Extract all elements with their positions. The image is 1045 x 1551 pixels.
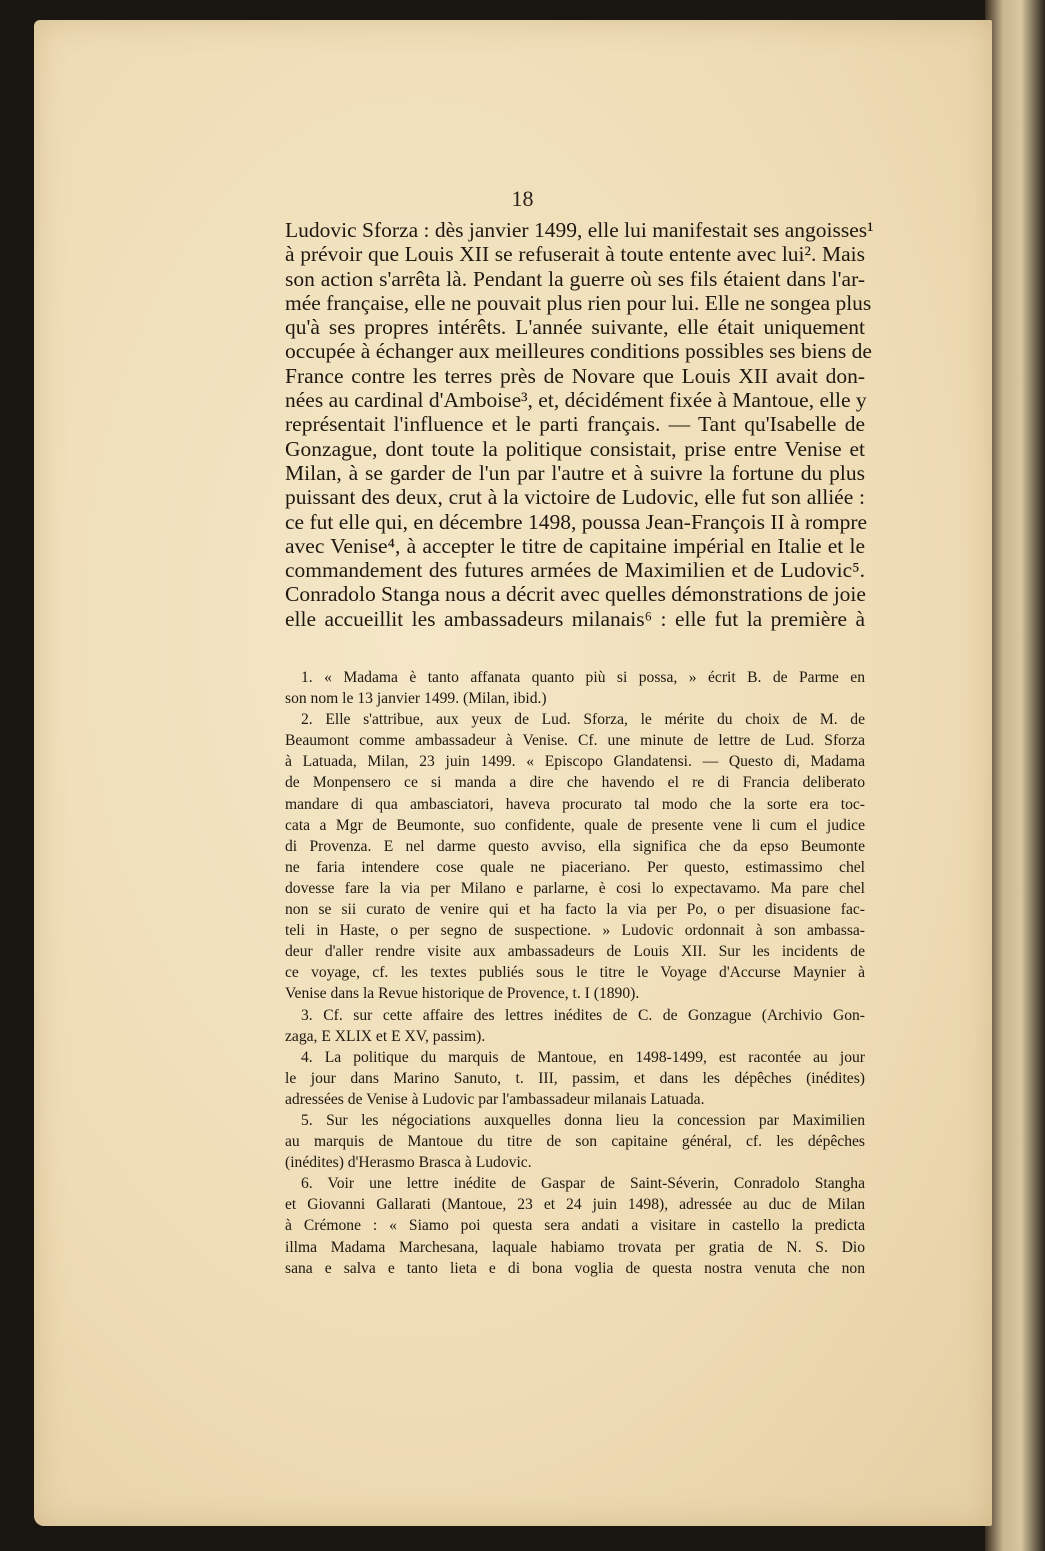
- footnote-line: mandare di qua ambasciatori, haveva procurato tal modo che la sorte era toc-: [285, 795, 865, 813]
- footnote-line: ce voyage, cf. les textes publiés sous le titre le Voyage d'Accurse Maynier à: [285, 964, 865, 982]
- footnote-line: à Latuada, Milan, 23 juin 1499. « Episcopo Glandatensi. — Questo di, Madama: [285, 753, 865, 771]
- text-line: nées au cardinal d'Amboise³, et, décidément fixée à Mantoue, elle y: [285, 388, 867, 413]
- text-line: ce fut elle qui, en décembre 1498, poussa Jean-François II à rompre: [285, 509, 868, 534]
- footnote-line: teli in Haste, o per segno de suspectione. » Ludovic ordonnait à son ambassa-: [285, 922, 865, 940]
- footnote-line: 6. Voir une lettre inédite de Gaspar de Saint-Séverin, Conradolo Stangha: [301, 1175, 865, 1193]
- footnote-line: Beaumont comme ambassadeur à Venise. Cf. une minute de lettre de Lud. Sforza: [285, 732, 865, 750]
- footnote-line: 2. Elle s'attribue, aux yeux de Lud. Sforza, le mérite du choix de M. de: [301, 711, 865, 729]
- page-number: 18: [511, 186, 534, 211]
- footnote-line: Venise dans la Revue historique de Provence, t. I (1890).: [285, 985, 640, 1003]
- footnote-line: dovesse fare la via per Milano e parlarne, è cosi lo expectavamo. Ma pare chel: [285, 879, 865, 897]
- footnote-line: à Crémone : « Siamo poi questa sera andati a visitare in castello la predicta: [285, 1217, 865, 1235]
- text-line: Gonzague, dont toute la politique consistait, prise entre Venise et: [285, 436, 865, 461]
- main-text: [285, 218, 874, 631]
- footnote-line: illma Madama Marchesana, laquale habiamo trovata per gratia de N. S. Dio: [285, 1238, 865, 1256]
- footnote-line: de Monpensero ce si manda a dire che havendo el re di Francia deliberato: [285, 774, 865, 792]
- text-line: à prévoir que Louis XII se refuserait à toute entente avec lui². Mais: [285, 242, 865, 267]
- footnote-line: le jour dans Marino Sanuto, t. III, passim, et dans les dépêches (inédites): [285, 1069, 865, 1087]
- adjacent-page-edge: [985, 0, 1045, 1551]
- text-line: Milan, à se garder de l'un par l'autre et à suivre la fortune du plus: [285, 460, 865, 485]
- text-line: mée française, elle ne pouvait plus rien pour lui. Elle ne songea plus: [285, 290, 872, 315]
- footnote-line: 1. « Madama è tanto affanata quanto più si possa, » écrit B. de Parme en: [301, 669, 865, 686]
- footnote-line: cata a Mgr de Beumonte, suo confidente, quale de presente vene li cum el judice: [285, 816, 865, 834]
- footnotes: [285, 667, 865, 1279]
- footnote-line: et Giovanni Gallarati (Mantoue, 23 et 24 juin 1498), adressée au duc de Milan: [285, 1196, 865, 1214]
- text-line: son action s'arrêta là. Pendant la guerre où ses fils étaient dans l'ar-: [285, 266, 865, 291]
- footnote-line: au marquis de Mantoue du titre de son capitaine général, cf. les dépêches: [285, 1133, 865, 1151]
- text-line: commandement des futures armées de Maximilien et de Ludovic⁵.: [285, 558, 865, 583]
- footnote-line: 4. La politique du marquis de Mantoue, en 1498-1499, est racontée au jour: [301, 1048, 865, 1066]
- footnote-line: zaga, E XLIX et E XV, passim).: [285, 1027, 486, 1045]
- footnote-line: adressées de Venise à Ludovic par l'ambassadeur milanais Latuada.: [285, 1090, 705, 1108]
- footnote-line: deur d'aller rendre visite aux ambassadeurs de Louis XII. Sur les incidents de: [285, 943, 865, 961]
- text-line: représentait l'influence et le parti français. — Tant qu'Isabelle de: [285, 412, 865, 437]
- footnote-line: non se sii curato de venire qui et ha facto la via per Po, o per disuasione fac-: [285, 901, 865, 919]
- text-line: France contre les terres près de Novare que Louis XII avait don-: [285, 363, 865, 388]
- footnote-line: di Provenza. E nel darme questo avviso, ella significa che da epso Beumonte: [285, 837, 865, 855]
- text-line: puissant des deux, crut à la victoire de Ludovic, elle fut son alliée :: [285, 485, 865, 510]
- footnote-line: 3. Cf. sur cette affaire des lettres inédites de C. de Gonzague (Archivio Gon-: [301, 1006, 865, 1024]
- footnote-line: ne faria intendere cose quale ne piaceriano. Per questo, estimassimo chel: [285, 858, 865, 876]
- text-line: occupée à échanger aux meilleures conditions possibles ses biens de: [285, 339, 872, 364]
- text-line: Ludovic Sforza : dès janvier 1499, elle lui manifestait ses angoisses¹: [285, 218, 874, 242]
- text-line: qu'à ses propres intérêts. L'année suivante, elle était uniquement: [285, 315, 865, 340]
- footnote-line: (inédites) d'Herasmo Brasca à Ludovic.: [285, 1154, 532, 1172]
- text-line: Conradolo Stanga nous a décrit avec quelles démonstrations de joie: [285, 582, 866, 607]
- text-line: avec Venise⁴, à accepter le titre de capitaine impérial en Italie et le: [285, 533, 865, 558]
- footnote-line: 5. Sur les négociations auxquelles donna lieu la concession par Maximilien: [301, 1111, 865, 1129]
- footnote-line: son nom le 13 janvier 1499. (Milan, ibid.): [285, 690, 547, 708]
- footnote-line: sana e salva e tanto lieta e di bona voglia de questa nostra venuta che non: [285, 1259, 865, 1277]
- text-line: elle accueillit les ambassadeurs milanais⁶ : elle fut la première à: [285, 606, 865, 631]
